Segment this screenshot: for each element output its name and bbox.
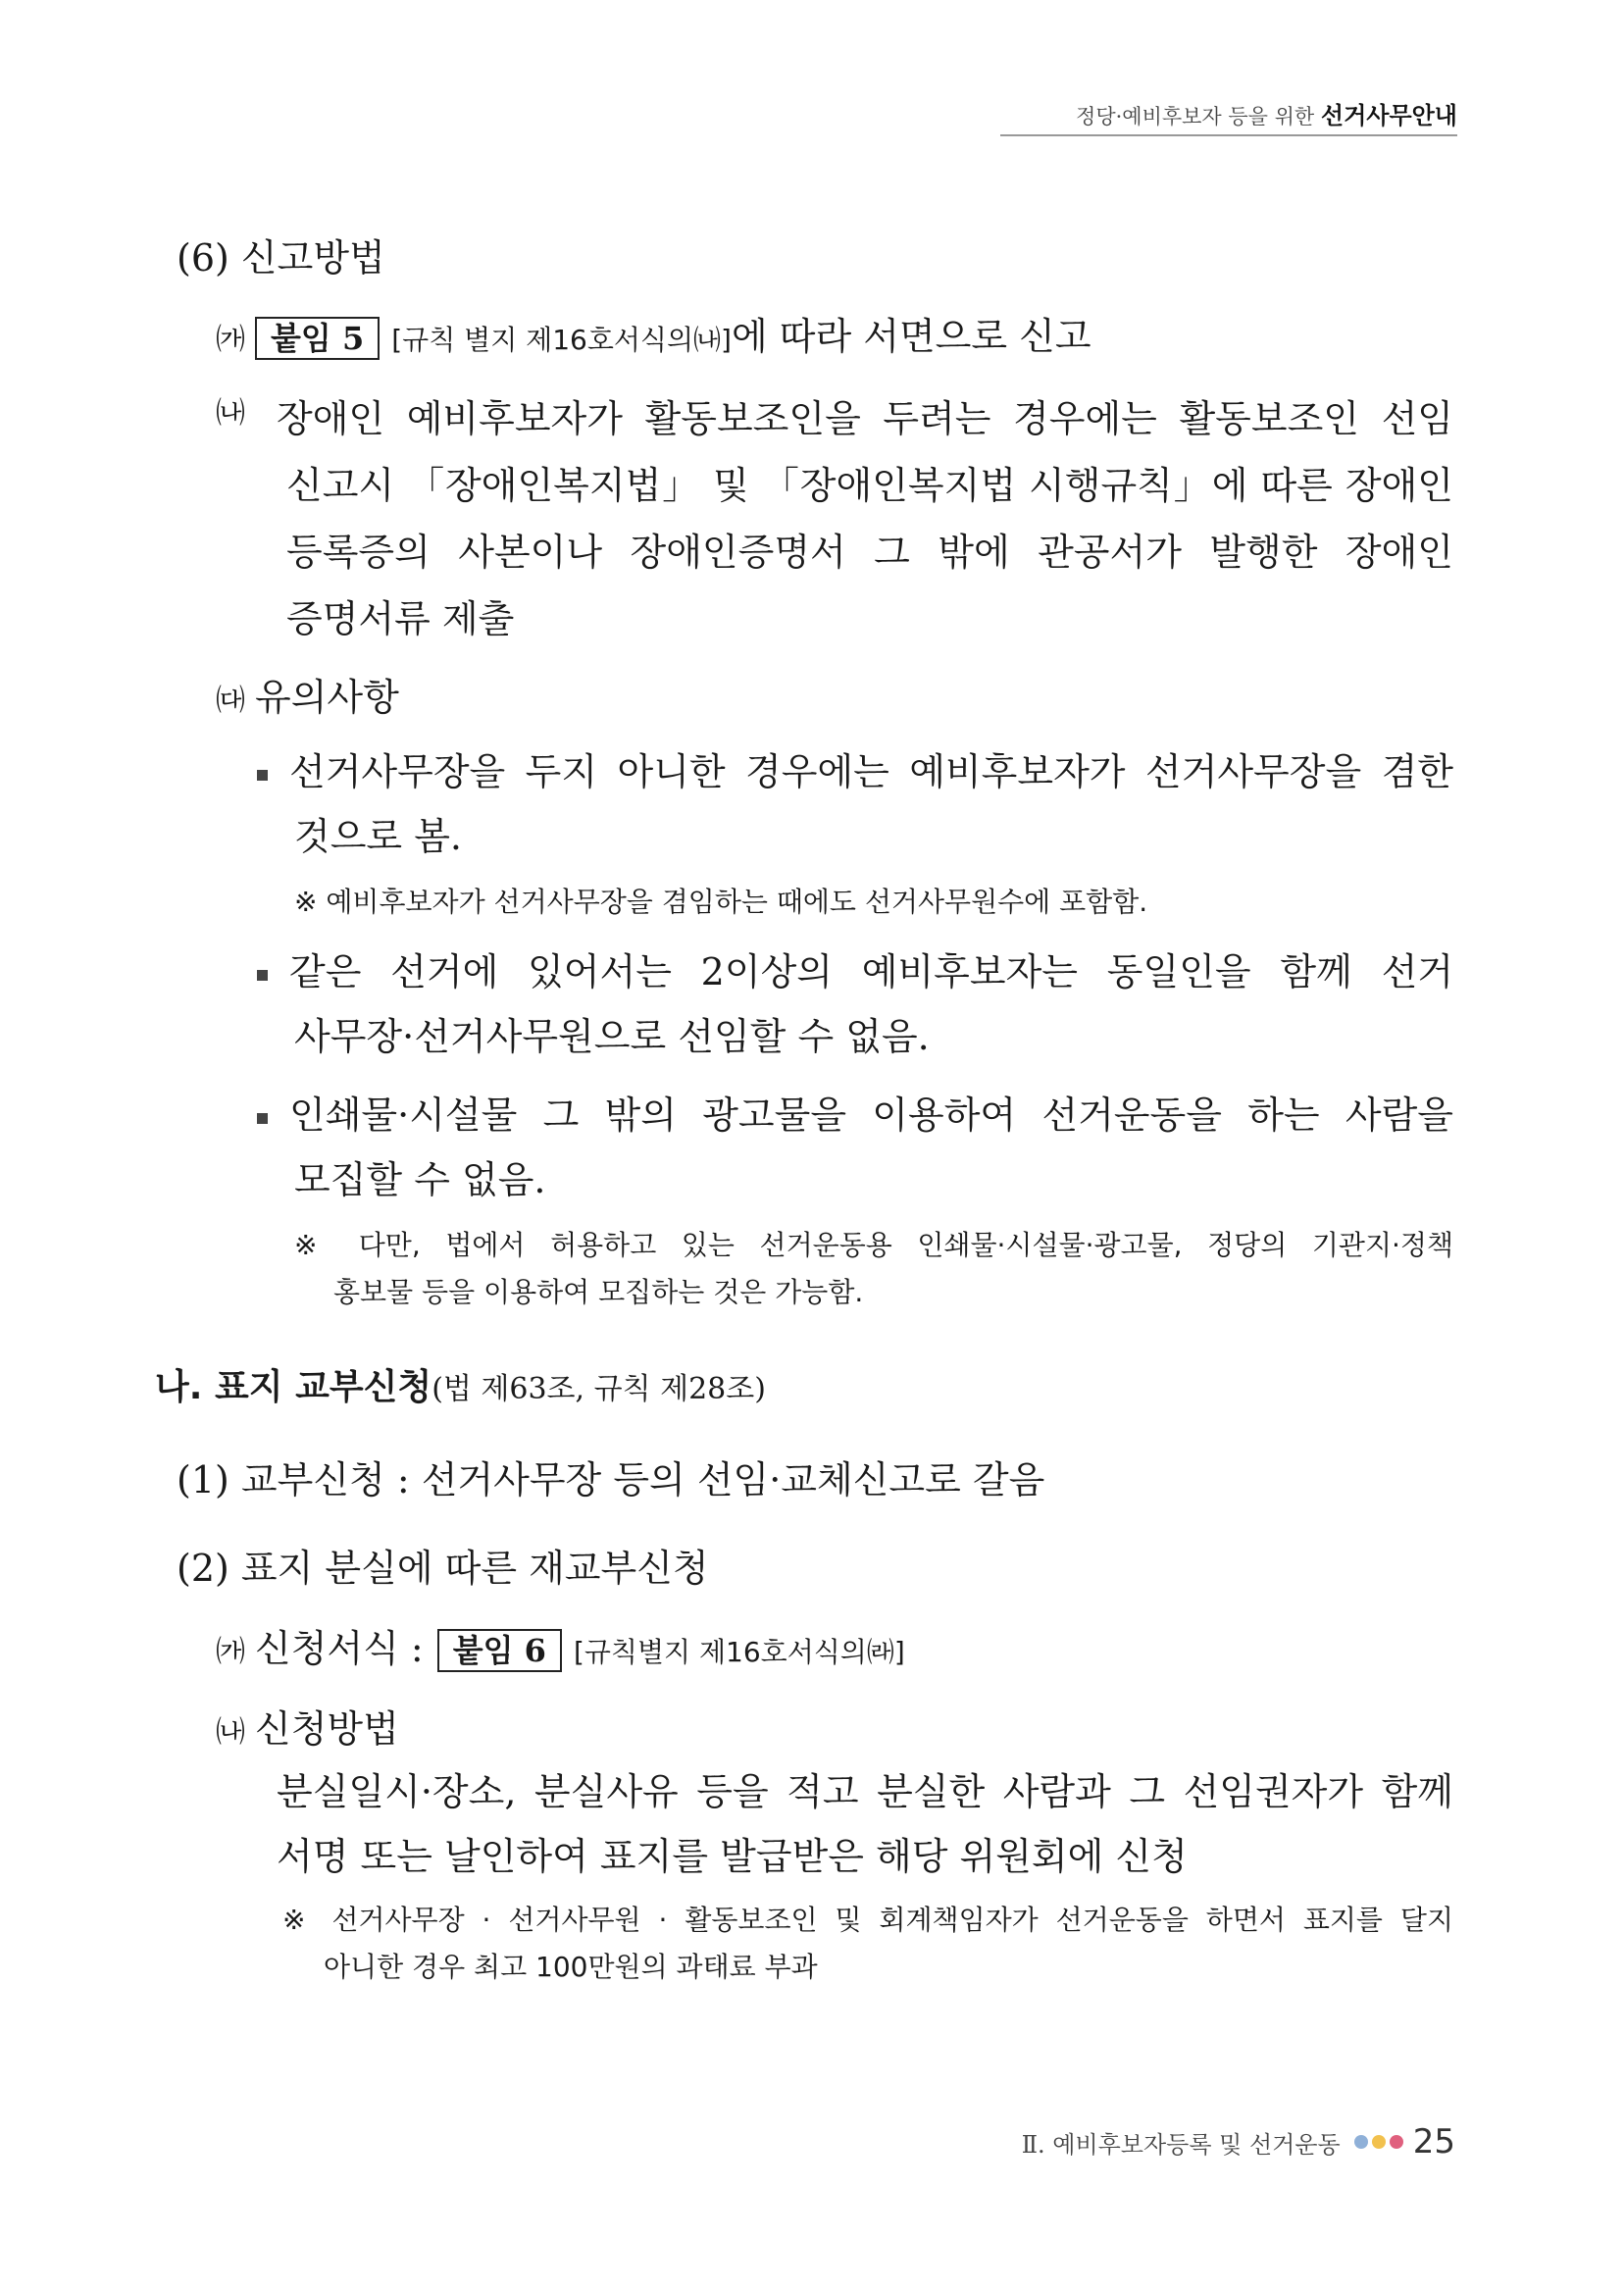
section-heading-label: 나. 표지 교부신청 [155,1367,432,1407]
item-da [216,667,399,721]
bullet-text: 사무장·선거사무원으로 선임할 수 없음. [294,1015,930,1058]
dot-icon [1390,2135,1403,2149]
item-ga-marker: ㈎ [216,323,245,357]
note-text: 홍보물 등을 이용하여 모집하는 것은 가능함. [333,1276,864,1308]
item-na-marker-wrap [216,388,255,432]
attachment-box-5: 붙임 5 [255,317,380,360]
square-bullet-icon [257,1113,268,1124]
running-header [1076,96,1457,130]
dot-icon [1372,2135,1386,2149]
method-line: 분실일시·장소, 분실사유 등을 적고 분실한 사람과 그 선임권자가 함께 [277,1770,1453,1813]
bullet-text: 같은 선거에 있어서는 2이상의 예비후보자는 동일인을 함께 선거 [289,950,1453,993]
item-na-line: 장애인 예비후보자가 활동보조인을 두려는 경우에는 활동보조인 선임 [277,397,1453,440]
header-rule [1000,134,1457,136]
item-na-marker: ㈏ [216,1715,245,1750]
item-da-title: 유의사항 [255,676,399,719]
item-na-line: 등록증의 사본이나 장애인증명서 그 밖에 관공서가 발행한 장애인 [286,531,1453,574]
section-heading-law: (법 제63조, 규칙 제28조) [431,1372,766,1406]
item-na-line: 증명서류 제출 [286,597,515,640]
header-prefix: 정당·예비후보자 등을 위한 [1076,105,1321,128]
method-line: 서명 또는 날인하여 표지를 발급받은 해당 위원회에 신청 [277,1835,1188,1878]
page-footer [1022,2122,1455,2162]
item-1: (1) 교부신청 : 선거사무장 등의 선임·교체신고로 갈음 [177,1458,1045,1501]
footer-chapter: Ⅱ. 예비후보자등록 및 선거운동 [1021,2130,1341,2159]
note-text: ※ 예비후보자가 선거사무장을 겸임하는 때에도 선거사무원수에 포함함. [294,886,1148,918]
bullet-item [257,941,1453,995]
item-ga-form [216,1618,905,1672]
square-bullet-icon [257,770,268,781]
item-na-title: 신청방법 [255,1707,399,1751]
form-reference: [규칙별지 제16호서식의㈑] [573,1636,905,1668]
bullet-text: 인쇄물·시설물 그 밖의 광고물을 이용하여 선거운동을 하는 사람을 [289,1094,1453,1137]
item-na-line: 신고시 「장애인복지법」 및 「장애인복지법 시행규칙」에 따른 장애인 [286,464,1453,507]
item-ga-marker: ㈎ [216,1635,245,1669]
header-title: 선거사무안내 [1320,101,1457,129]
item-ga-tail: 에 따라 서면으로 신고 [731,315,1091,358]
bullet-item [257,741,1453,795]
item-ga-text: 신청서식 : [255,1627,424,1670]
section-6-title: (6) 신고방법 [177,236,385,280]
bullet-item [257,1085,1453,1139]
item-ga [216,306,1091,360]
item-da-marker: ㈐ [216,684,245,718]
item-na-marker: ㈏ [216,396,245,431]
form-reference: [규칙 별지 제16호서식의㈏] [391,324,732,356]
bullet-text: 모집할 수 없음. [294,1158,546,1201]
item-2: (2) 표지 분실에 따른 재교부신청 [177,1547,709,1590]
item-na-method [216,1699,399,1753]
bullet-text: 것으로 봄. [294,815,462,858]
note-text: ※ 선거사무장 · 선거사무원 · 활동보조인 및 회계책임자가 선거운동을 하면서 표지를 달지 [282,1904,1453,1936]
square-bullet-icon [257,970,268,981]
note-text: 아니한 경우 최고 100만원의 과태료 부과 [324,1951,818,1983]
section-heading [155,1359,766,1409]
dot-icon [1354,2135,1368,2149]
note-text: ※ 다만, 법에서 허용하고 있는 선거운동용 인쇄물·시설물·광고물, 정당의 기관지·정책 [294,1229,1453,1261]
bullet-text: 선거사무장을 두지 아니한 경우에는 예비후보자가 선거사무장을 겸한 [289,750,1453,793]
page-number: 25 [1412,2122,1455,2162]
attachment-box-6: 붙임 6 [437,1629,562,1672]
